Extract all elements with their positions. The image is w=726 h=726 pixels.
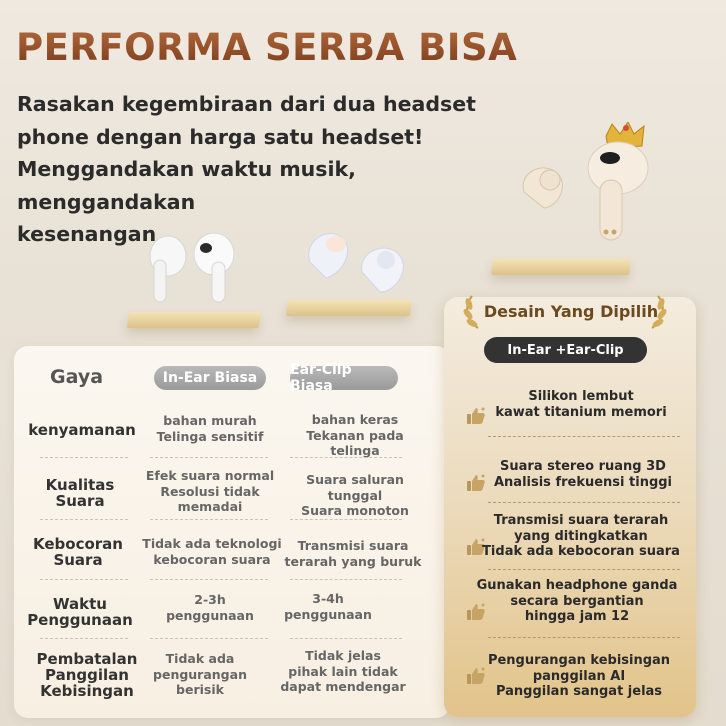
row-divider — [488, 637, 680, 638]
table-cell: Tidak ada teknologi kebocoran suara — [142, 536, 282, 567]
table-cell: Tidak ada pengurangan berisik — [153, 651, 247, 697]
chosen-design-title: Desain Yang Dipilih — [483, 302, 659, 321]
row-label: Kebocoran Suara — [33, 535, 123, 569]
chosen-feature: Silikon lembut kawat titanium memori — [495, 389, 667, 420]
row-divider — [488, 502, 680, 503]
display-shelf — [286, 300, 412, 316]
intro-line: phone dengan harga satu headset! — [17, 124, 424, 149]
chosen-design-badge: In-Ear +Ear-Clip — [484, 337, 647, 363]
chosen-feature: Suara stereo ruang 3D Analisis frekuensi tinggi — [493, 459, 673, 490]
table-cell: 2-3h penggunaan — [166, 592, 254, 623]
table-cell: 3-4h penggunaan — [284, 591, 372, 622]
row-divider — [290, 579, 402, 580]
display-shelf — [127, 312, 262, 328]
row-divider — [150, 519, 268, 520]
table-header-label: Gaya — [50, 366, 104, 388]
table-cell: Transmisi suara terarah yang buruk — [284, 538, 422, 569]
row-divider — [150, 579, 268, 580]
chosen-feature: Gunakan headphone ganda secara bergantian hingga jam 12 — [476, 578, 678, 624]
display-shelf — [491, 259, 631, 275]
row-divider — [290, 519, 402, 520]
row-label: Pembatalan Panggilan Kebisingan — [36, 650, 138, 700]
table-cell: bahan keras Tekanan pada telinga — [306, 412, 404, 458]
intro-text — [17, 88, 517, 251]
ear-clip-earbud-icon — [292, 222, 414, 304]
row-divider — [150, 638, 268, 639]
row-divider — [488, 436, 680, 437]
table-cell: Efek suara normal Resolusi tidak memadai — [145, 468, 275, 514]
row-label: Waktu Penggunaan — [27, 595, 133, 629]
intro-line: kesenangan — [17, 222, 157, 246]
page-headline: PERFORMA SERBA BISA — [16, 26, 518, 69]
row-label: kenyamanan — [28, 421, 136, 439]
column-pill-ear-clip: Ear-Clip Biasa — [290, 366, 398, 390]
table-cell: bahan murah Telinga sensitif — [156, 413, 264, 444]
intro-line: Rasakan kegembiraan dari dua headset — [17, 92, 476, 116]
chosen-feature: Transmisi suara terarah yang ditingkatkan Tidak ada kebocoran suara — [482, 513, 680, 559]
row-divider — [40, 638, 128, 639]
row-divider — [290, 638, 402, 639]
table-cell: Suara saluran tunggal Suara monoton — [301, 472, 409, 518]
row-divider — [290, 457, 402, 458]
column-pill-in-ear: In-Ear Biasa — [154, 366, 266, 390]
row-label: Kualitas Suara — [45, 476, 115, 510]
row-divider — [40, 457, 128, 458]
chosen-feature: Pengurangan kebisingan panggilan AI Panggilan sangat jelas — [487, 653, 671, 699]
intro-line: Menggandakan waktu musik, menggandakan — [17, 157, 356, 214]
row-divider — [488, 569, 680, 570]
row-divider — [150, 457, 268, 458]
row-divider — [40, 579, 128, 580]
in-ear-earbud-icon — [144, 226, 254, 318]
hybrid-earbud-icon — [514, 122, 668, 250]
table-cell: Tidak jelas pihak lain tidak dapat mendengar — [280, 648, 406, 694]
row-divider — [40, 519, 128, 520]
